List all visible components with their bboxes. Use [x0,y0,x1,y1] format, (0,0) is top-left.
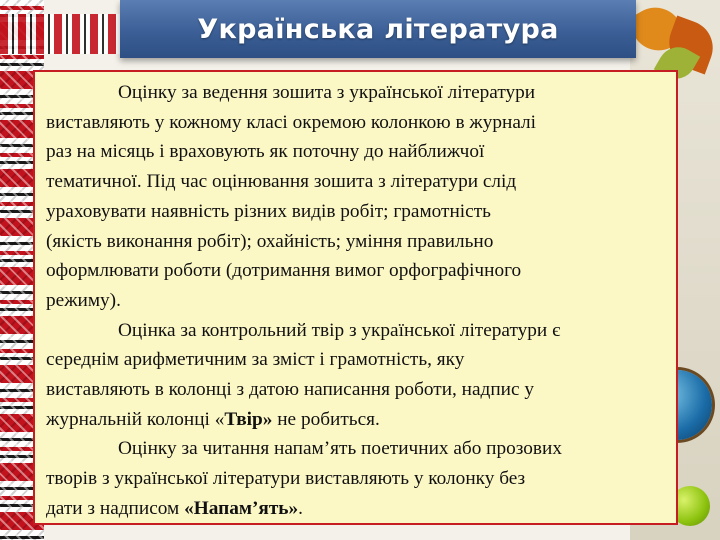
text-line: раз на місяць і враховують як поточну до найближчої [46,141,485,163]
text-line: ураховувати наявність різних видів робіт; грамотність [46,200,491,222]
embroidery-ornament-top [0,14,125,54]
paragraph-notebook-grading [46,78,666,316]
text-line: дати з надписом [46,497,185,519]
text-line: середнім арифметичним за зміст і грамотність, яку [46,349,465,371]
slide-title: Українська література [197,13,559,45]
text-line: Оцінку за читання напам’ять поетичних або прозових [118,438,562,460]
text-line: . [298,497,303,519]
text-line: Оцінка за контрольний твір з української літератури є [118,319,561,341]
bold-term-essay: Твір» [224,408,273,430]
text-line: виставляють у кожному класі окремою колонкою в журналі [46,111,537,133]
bold-term-by-heart: «Напам’ять» [184,497,299,519]
text-line: (якість виконання робіт); охайність; уміння правильно [46,230,494,252]
text-line: творів з української літератури виставляють у колонку без [46,468,526,490]
text-line: оформлювати роботи (дотримання вимог орфографічного [46,260,522,282]
text-line: виставляють в колонці з датою написання роботи, надпис у [46,379,534,401]
paragraph-essay-grading [46,316,666,435]
title-banner [120,0,636,58]
paragraph-memorization-grading [46,434,666,523]
text-line: журнальній колонці « [46,408,225,430]
text-panel [33,70,678,525]
text-line: режиму). [46,289,121,311]
text-line: тематичної. Під час оцінювання зошита з літератури слід [46,171,517,193]
text-line: не робиться. [272,408,380,430]
text-line: Оцінку за ведення зошита з української літератури [118,82,536,103]
